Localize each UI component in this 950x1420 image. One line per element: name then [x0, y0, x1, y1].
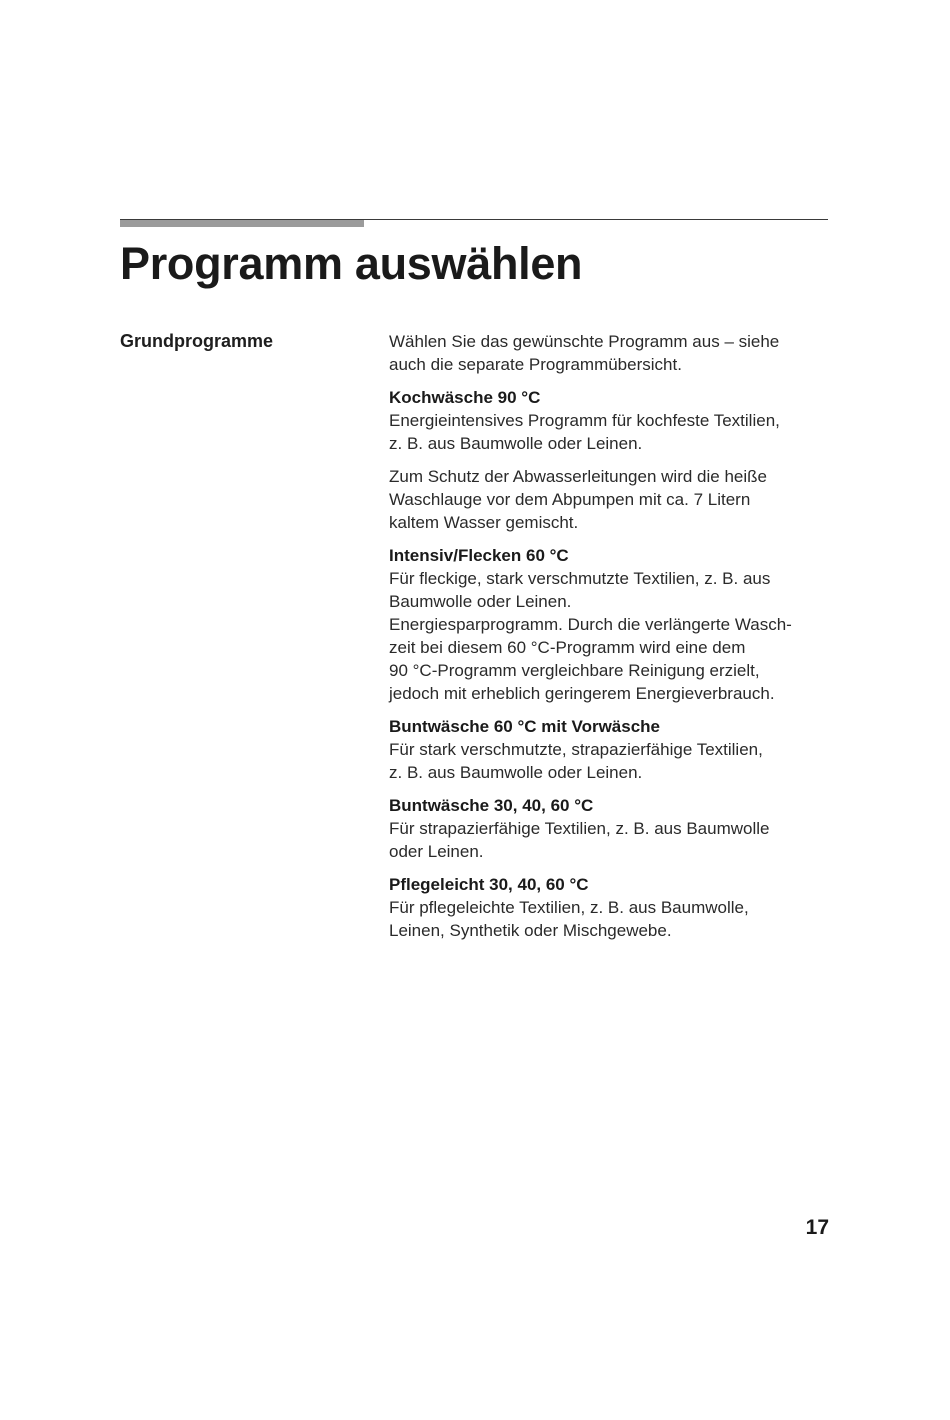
- program-note-line: Zum Schutz der Abwasserleitungen wird die heiße: [389, 467, 767, 486]
- intro-paragraph: [389, 330, 829, 376]
- program-intensiv-flecken: [389, 544, 829, 705]
- program-line: zeit bei diesem 60 °C-Programm wird eine dem: [389, 638, 746, 657]
- program-line: z. B. aus Baumwolle oder Leinen.: [389, 763, 643, 782]
- program-note-line: kaltem Wasser gemischt.: [389, 513, 579, 532]
- program-line: 90 °C-Programm vergleichbare Reinigung erzielt,: [389, 661, 760, 680]
- intro-line: auch die separate Programmübersicht.: [389, 355, 682, 374]
- program-line: oder Leinen.: [389, 842, 484, 861]
- program-kochwaesche-note: [389, 465, 829, 534]
- page-number: 17: [805, 1216, 829, 1239]
- program-pflegeleicht: [389, 873, 829, 942]
- program-line: Für pflegeleichte Textilien, z. B. aus Baumwolle,: [389, 898, 749, 917]
- program-title: Buntwäsche 30, 40, 60 °C: [389, 796, 594, 815]
- program-line: Für fleckige, stark verschmutzte Textilien, z. B. aus: [389, 569, 771, 588]
- header-rule-thick: [120, 220, 364, 227]
- program-kochwaesche: [389, 386, 829, 455]
- program-note-line: Waschlauge vor dem Abpumpen mit ca. 7 Litern: [389, 490, 751, 509]
- program-line: Für strapazierfähige Textilien, z. B. aus Baumwolle: [389, 819, 770, 838]
- program-title: Buntwäsche 60 °C mit Vorwäsche: [389, 717, 661, 736]
- program-title: Pflegeleicht 30, 40, 60 °C: [389, 875, 589, 894]
- program-buntwaesche-vorwaesche: [389, 715, 829, 784]
- program-title: Intensiv/Flecken 60 °C: [389, 546, 569, 565]
- section-content: [389, 330, 829, 952]
- program-line: Leinen, Synthetik oder Mischgewebe.: [389, 921, 672, 940]
- section-side-heading: Grundprogramme: [120, 331, 274, 351]
- program-line: Energieintensives Programm für kochfeste Textilien,: [389, 411, 780, 430]
- program-line: Baumwolle oder Leinen.: [389, 592, 572, 611]
- program-line: Für stark verschmutzte, strapazierfähige Textilien,: [389, 740, 763, 759]
- program-buntwaesche: [389, 794, 829, 863]
- program-line: z. B. aus Baumwolle oder Leinen.: [389, 434, 643, 453]
- program-title: Kochwäsche 90 °C: [389, 388, 541, 407]
- program-line: Energiesparprogramm. Durch die verlängerte Wasch-: [389, 615, 792, 634]
- intro-line: Wählen Sie das gewünschte Programm aus – siehe: [389, 332, 780, 351]
- page-title: Programm auswählen: [120, 238, 583, 289]
- program-line: jedoch mit erheblich geringerem Energieverbrauch.: [389, 684, 775, 703]
